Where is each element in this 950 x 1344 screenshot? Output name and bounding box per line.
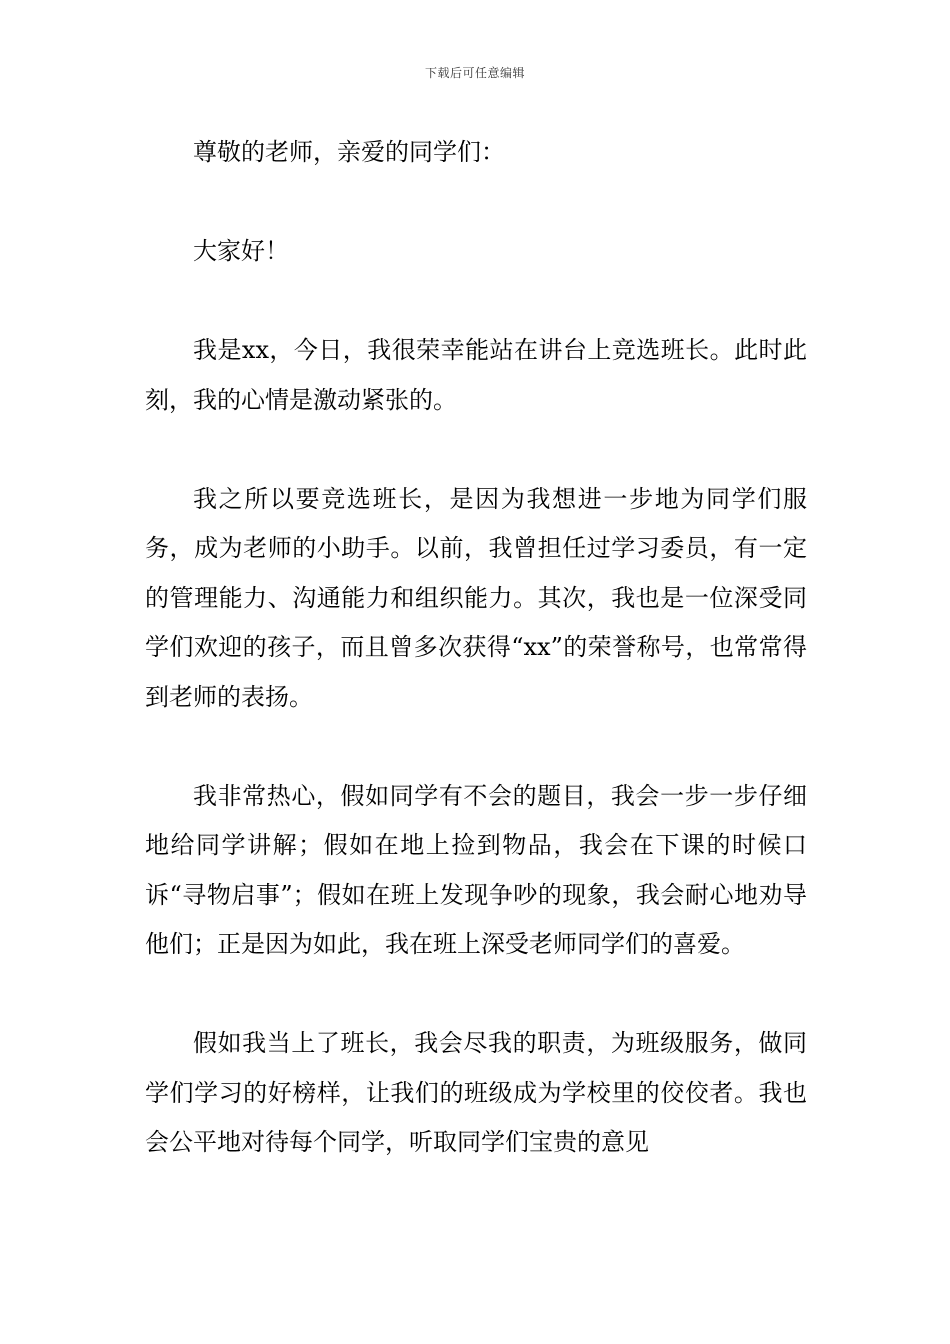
greeting-paragraph: 大家好！ [193, 237, 289, 265]
document-body [145, 128, 807, 1217]
body-paragraph-intro: 我是xx，今日，我很荣幸能站在讲台上竞选班长。此时此刻，我的心情是激动紧张的。 [145, 336, 807, 414]
body-paragraph-promise: 假如我当上了班长，我会尽我的职责，为班级服务，做同学们学习的好榜样，让我们的班级成为学校里的佼佼者。我也会公平地对待每个同学，听取同学们宝贵的意见 [145, 1029, 807, 1156]
body-paragraph-helpful: 我非常热心，假如同学有不会的题目，我会一步一步仔细地给同学讲解；假如在地上捡到物品，我会在下课的时候口诉“寻物启事”；假如在班上发现争吵的现象，我会耐心地劝导他们；正是因为如此，我在班上深受老师同学们的喜爱。 [145, 781, 807, 958]
body-paragraph-reason: 我之所以要竞选班长，是因为我想进一步地为同学们服务，成为老师的小助手。以前，我曾担任过学习委员，有一定的管理能力、沟通能力和组织能力。其次，我也是一位深受同学们欢迎的孩子，而且曾多次获得“xx”的荣誉称号，也常常得到老师的表扬。 [145, 484, 807, 711]
salutation-paragraph: 尊敬的老师，亲爱的同学们： [193, 138, 505, 166]
header-note: 下载后可任意编辑 [424, 66, 525, 80]
